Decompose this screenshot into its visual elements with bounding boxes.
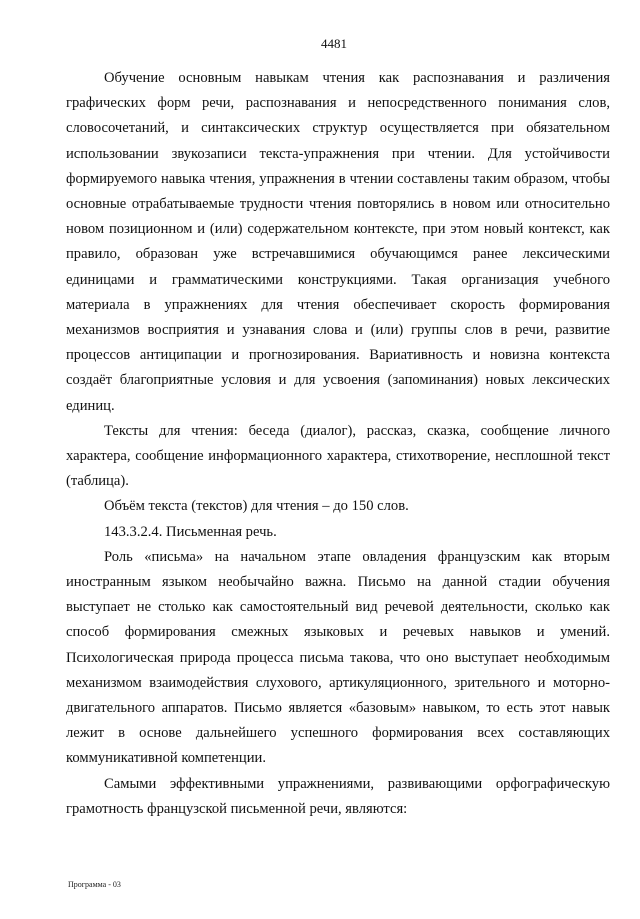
- paragraph-reading-texts: Тексты для чтения: беседа (диалог), рассказ, сказка, сообщение личного характера, сообщение информационного характера, стихотворение, несплошной текст (таблица).: [66, 422, 610, 490]
- body-text: [66, 66, 610, 822]
- paragraph-reading-skills: Обучение основным навыкам чтения как распознавания и различения графических форм речи, распознавания и непосредственного понимания слов, словосочетаний, и синтаксических структур осуществляется при обязательном использовании звукозаписи текста-упражнения при чтении. Для устойчивости формируемого навыка чтения, упражнения в чтении составлены таким образом, чтобы основные отрабатываемые трудности чтения повторялись в новом или относительно новом позиционном и (или) содержательном контексте, при этом новый контекст, как правило, образован уже встречавшимися обучающимся ранее лексическими единицами и грамматическими конструкциями. Такая организация учебного материала в упражнениях для чтения обеспечивает скорость формирования механизмов восприятия и узнавания слова и (или) группы слов в речи, развитие процессов антиципации и прогнозирования. Вариативность и новизна контекста создаёт благоприятные условия и для усвоения (запоминания) новых лексических единиц.: [66, 70, 610, 414]
- paragraph-role-of-writing: Роль «письма» на начальном этапе овладения французским как вторым иностранным языком необычайно важна. Письмо на данной стадии обучения выступает не столько как самостоятельный вид речевой деятельности, сколько как способ формирования смежных языковых и речевых навыков и умений. Психологическая природа процесса письма такова, что оно выступает необходимым механизмом взаимодействия слухового, артикуляционного, зрительного и моторно-двигательного аппаратов. Письмо является «базовым» навыком, то есть этот навык лежит в основе дальнейшего успешного формирования всех составляющих коммуникативной компетенции.: [66, 548, 610, 767]
- paragraph-effective-exercises: Самыми эффективными упражнениями, развивающими орфографическую грамотность французской письменной речи, являются:: [66, 775, 610, 817]
- section-heading-written-speech: 143.3.2.4. Письменная речь.: [104, 523, 277, 540]
- footer-label: Программа - 03: [68, 880, 121, 889]
- paragraph-text-volume: Объём текста (текстов) для чтения – до 150 слов.: [104, 498, 409, 515]
- page-number: 4481: [321, 36, 347, 51]
